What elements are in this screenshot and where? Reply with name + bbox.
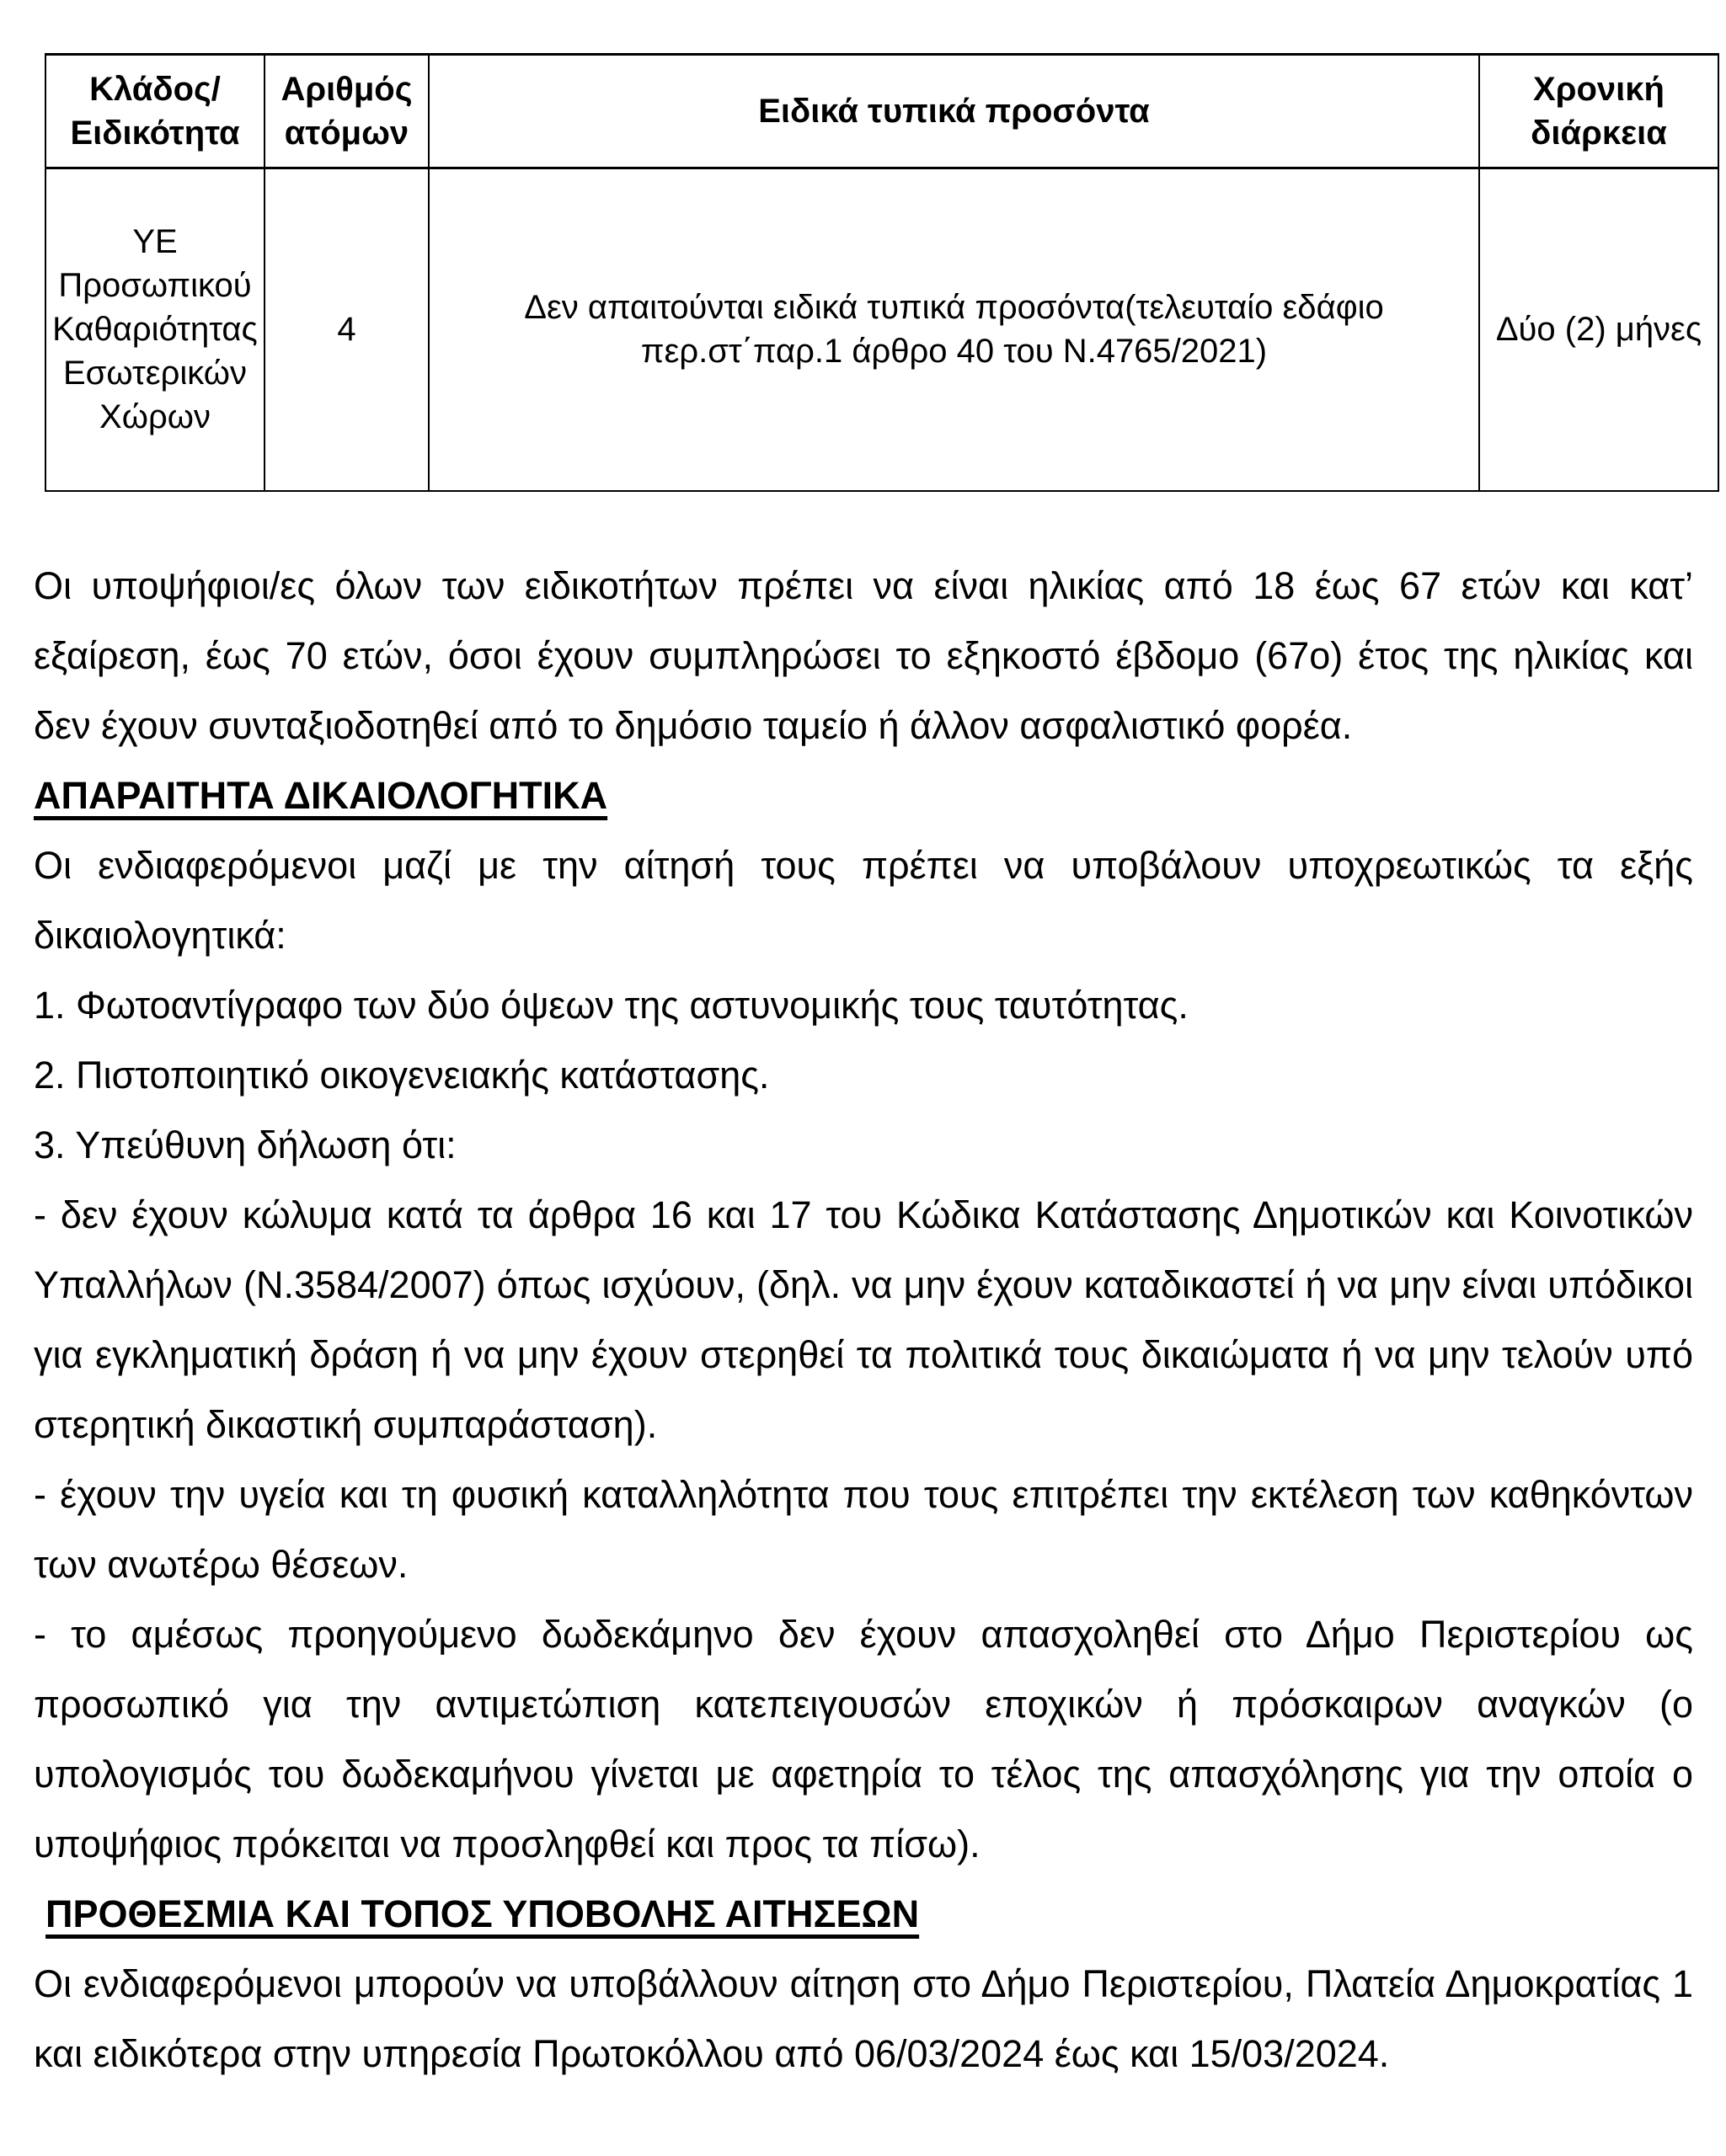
header-specialty: Κλάδος/ Ειδικότητα bbox=[45, 55, 265, 168]
list-item-declaration: 3. Υπεύθυνη δήλωση ότι: bbox=[34, 1123, 457, 1166]
paragraph-age-requirements: Οι υποψήφιοι/ες όλων των ειδικοτήτων πρέπει να είναι ηλικίας από 18 έως 67 ετών και κατ’ εξαίρεση, έως 70 ετών, όσοι έχουν συμπληρώσει το εξηκοστό έβδομο (67ο) έτος της ηλικίας και δεν έχουν συνταξιοδοτηθεί από το δημόσιο ταμείο ή άλλον ασφαλιστικό φορέα. bbox=[34, 563, 1693, 747]
cell-duration: Δύο (2) μήνες bbox=[1479, 168, 1718, 491]
document-body bbox=[34, 551, 1693, 2089]
heading-text: ΑΠΑΡΑΙΤΗΤΑ ΔΙΚΑΙΟΛΟΓΗΤΙΚΑ bbox=[34, 773, 608, 817]
cell-qualifications: Δεν απαιτούνται ειδικά τυπικά προσόντα(τελευταίο εδάφιο περ.στ΄παρ.1 άρθρο 40 του Ν.4765/2021) bbox=[429, 168, 1479, 491]
header-num-persons: Αριθμός ατόμων bbox=[265, 55, 429, 168]
header-qualifications: Ειδικά τυπικά προσόντα bbox=[429, 55, 1479, 168]
positions-table bbox=[45, 53, 1719, 492]
dash-item-twelve-months: - το αμέσως προηγούμενο δωδεκάμηνο δεν έχουν απασχοληθεί στο Δήμο Περιστερίου ως προσωπικό για την αντιμετώπιση κατεπειγουσών εποχικών ή πρόσκαιρων αναγκών (ο υπολογισμός του δωδεκαμήνου γίνεται με αφετηρία το τέλος της απασχόλησης για την οποία ο υποψήφιος πρόκειται να προσληφθεί και προς τα πίσω). bbox=[34, 1612, 1693, 1865]
list-item-family-certificate: 2. Πιστοποιητικό οικογενειακής κατάστασης. bbox=[34, 1053, 770, 1097]
paragraph-documents-intro: Οι ενδιαφερόμενοι μαζί με την αίτησή τους πρέπει να υποβάλουν υποχρεωτικώς τα εξής δικαιολογητικά: bbox=[34, 843, 1693, 957]
header-duration: Χρονική διάρκεια bbox=[1479, 55, 1718, 168]
section-heading-deadline bbox=[34, 1879, 1693, 1949]
dash-item-no-impediment: - δεν έχουν κώλυμα κατά τα άρθρα 16 και 17 του Κώδικα Κατάστασης Δημοτικών και Κοινοτικών Υπαλλήλων (Ν.3584/2007) όπως ισχύουν, (δηλ. να μην έχουν καταδικαστεί ή να μην είναι υπόδικοι για εγκληματική δράση ή να μην έχουν στερηθεί τα πολιτικά τους δικαιώματα ή να μην τελούν υπό στερητική δικαστική συμπαράσταση). bbox=[34, 1193, 1693, 1446]
table-header-row bbox=[45, 55, 1718, 168]
heading-text: ΠΡΟΘΕΣΜΙΑ ΚΑΙ ΤΟΠΟΣ ΥΠΟΒΟΛΗΣ ΑΙΤΗΣΕΩΝ bbox=[45, 1892, 920, 1935]
cell-num-persons: 4 bbox=[265, 168, 429, 491]
cell-specialty: ΥΕ Προσωπικού Καθαριότητας Εσωτερικών Χώρων bbox=[45, 168, 265, 491]
dash-item-health: - έχουν την υγεία και τη φυσική καταλληλότητα που τους επιτρέπει την εκτέλεση των καθηκόντων των ανωτέρω θέσεων. bbox=[34, 1472, 1693, 1586]
section-heading-required-documents bbox=[34, 760, 1693, 830]
list-item-id-copy: 1. Φωτοαντίγραφο των δύο όψεων της αστυνομικής τους ταυτότητας. bbox=[34, 983, 1189, 1027]
table-row bbox=[45, 168, 1718, 491]
paragraph-submission-info: Οι ενδιαφερόμενοι μπορούν να υποβάλλουν αίτηση στο Δήμο Περιστερίου, Πλατεία Δημοκρατίας 1 και ειδικότερα στην υπηρεσία Πρωτοκόλλου από 06/03/2024 έως και 15/03/2024. bbox=[34, 1961, 1693, 2075]
